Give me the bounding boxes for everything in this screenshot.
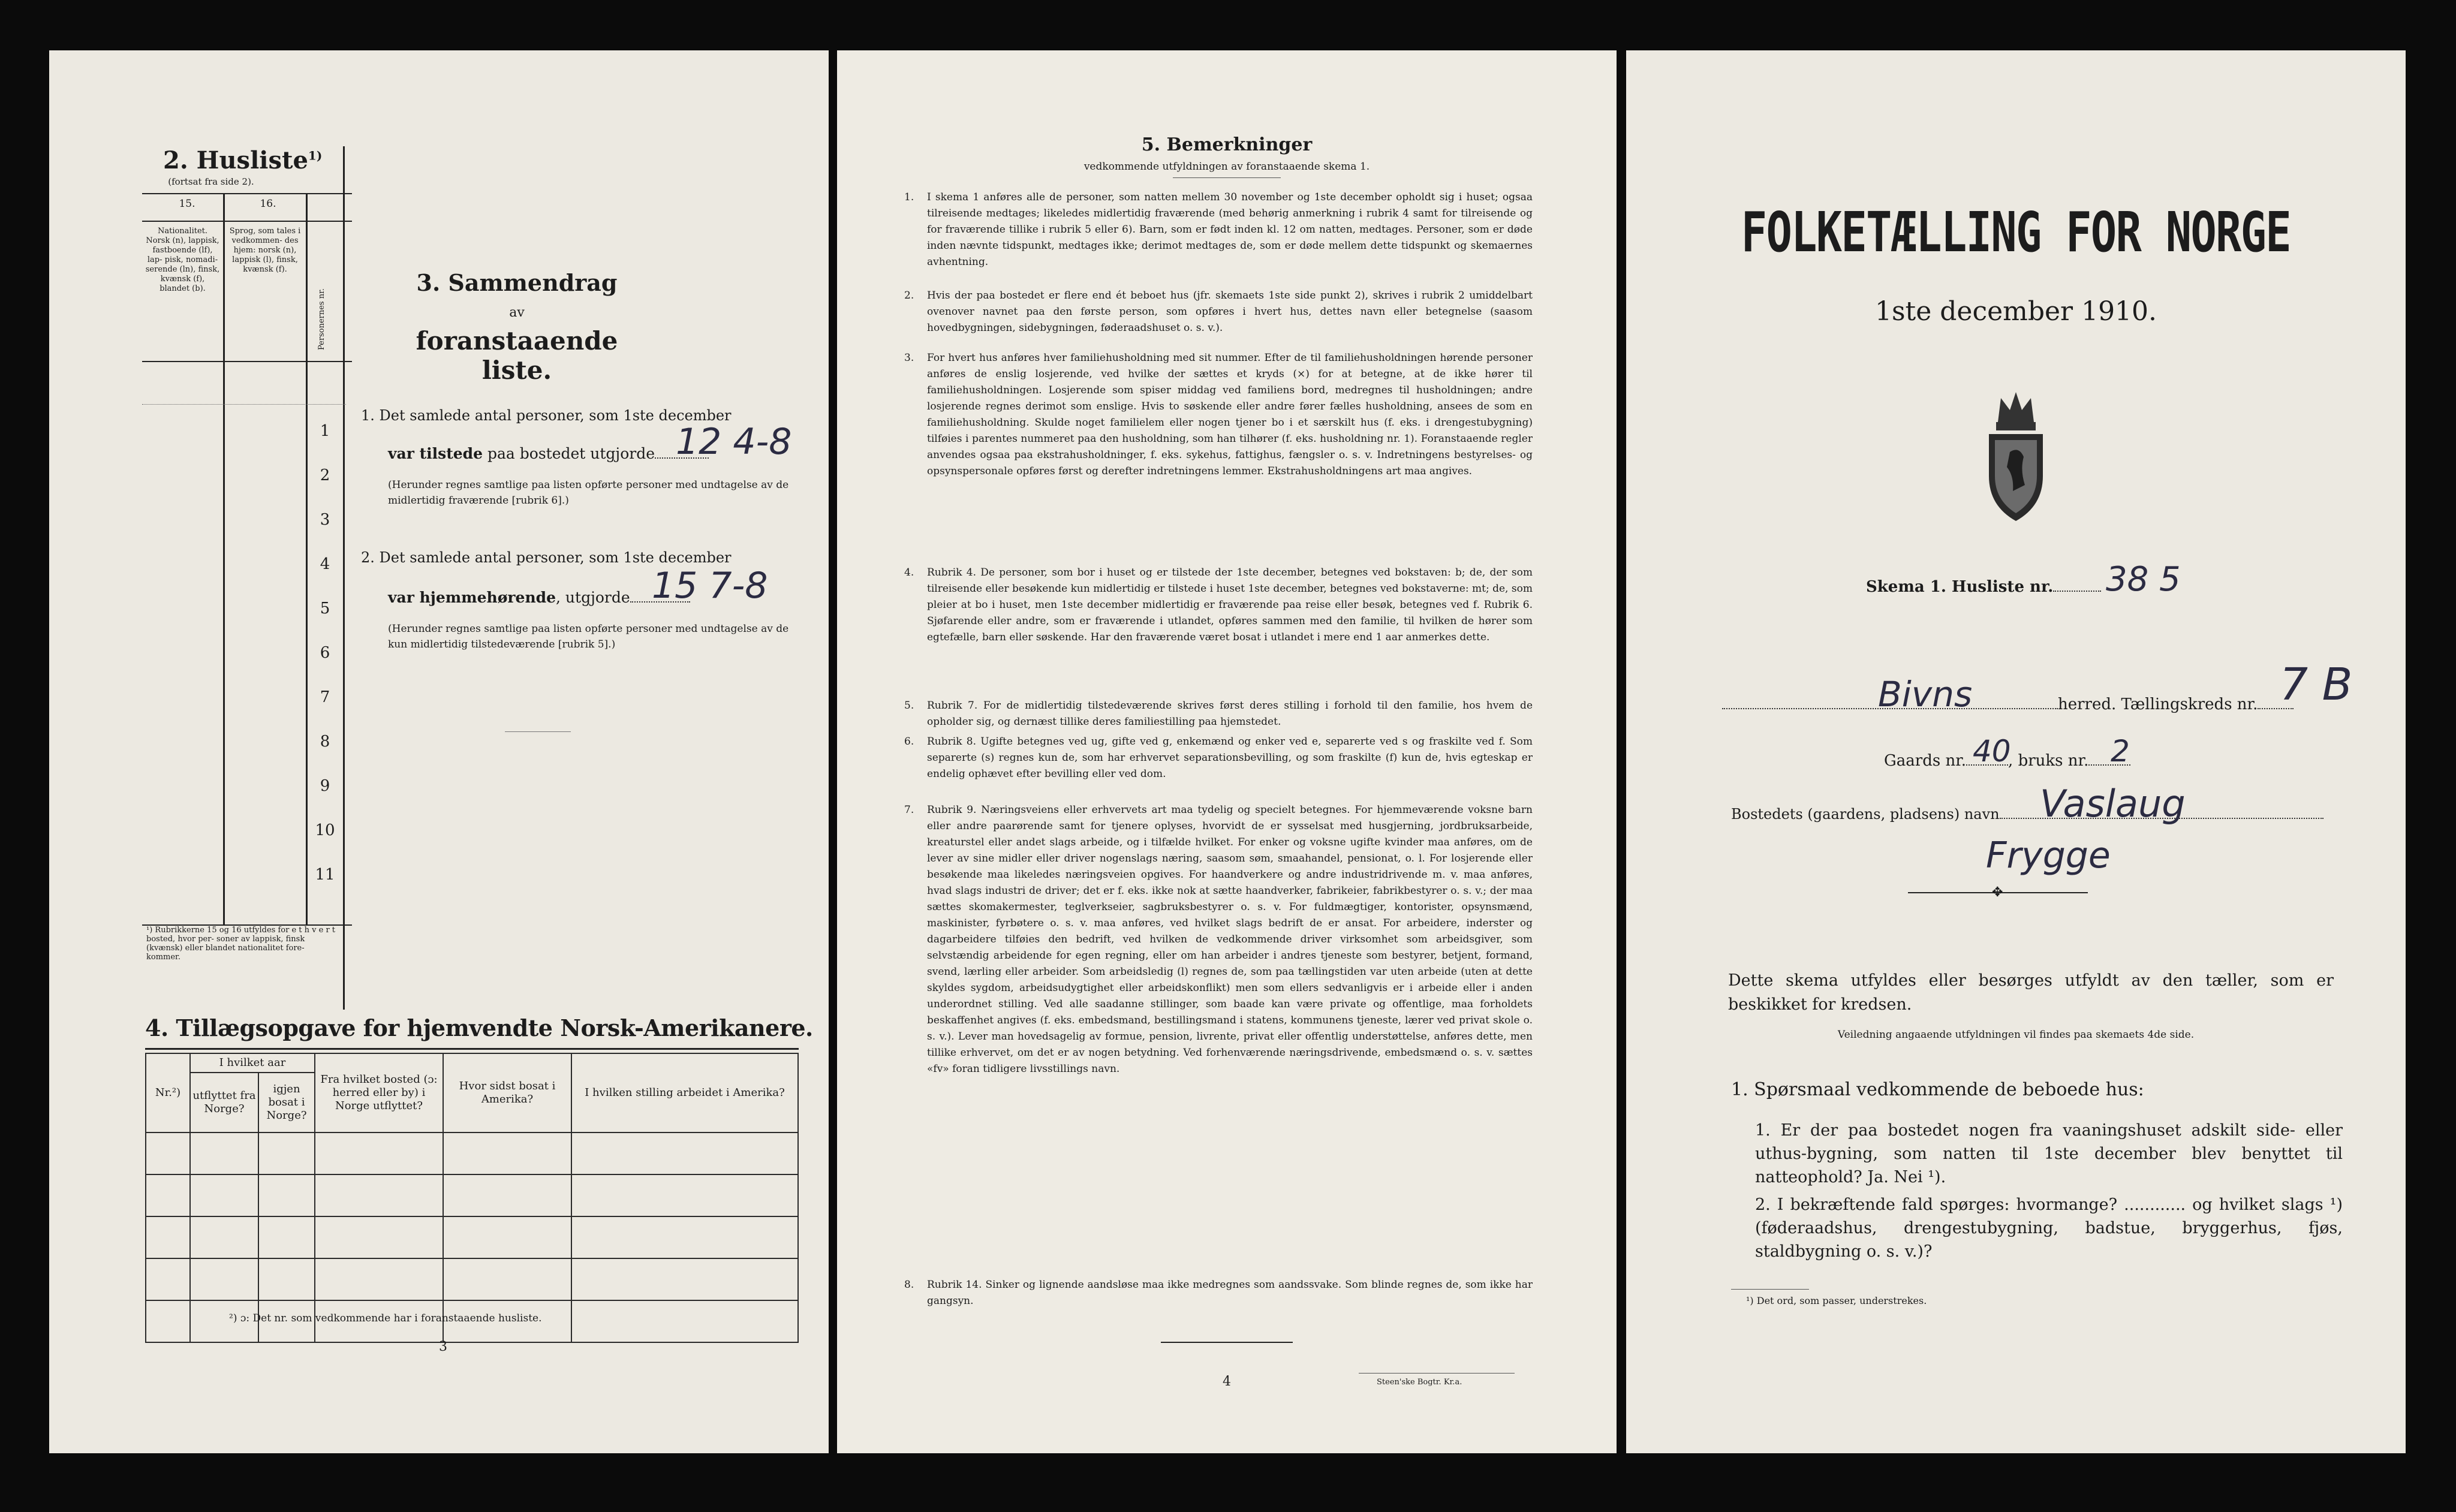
col15-header: Nationalitet. Norsk (n), lappisk, fastboende (lf), lap- pisk, nomadi- serende (ln), finsk, kvænsk (f), blandet (b). xyxy=(145,227,220,293)
col-stilling: I hvilken stilling arbeidet i Amerika? xyxy=(571,1053,798,1133)
question-1: 1. Er der paa bostedet nogen fra vaaningshuset adskilt side- eller uthus-bygning, som natten til 1ste december blev benyttet til natteophold? Ja. Nei ¹). xyxy=(1755,1121,2343,1186)
gaards-line: Gaards nr. , bruks nr. xyxy=(1884,752,2130,770)
sammendrag-title: 3. Sammendrag xyxy=(416,269,618,296)
page-middle xyxy=(837,50,1617,1453)
page-number-left: 3 xyxy=(439,1339,447,1354)
row-number: 2 xyxy=(320,466,330,484)
col-aar: I hvilket aar xyxy=(190,1053,315,1073)
right-footnote: ¹) Det ord, som passer, understrekes. xyxy=(1746,1295,1927,1306)
questions-title: 1. Spørsmaal vedkommende de beboede hus: xyxy=(1731,1079,2144,1100)
tillaeg-footnote: ²) ɔ: Det nr. som vedkommende har i foranstaaende husliste. xyxy=(229,1312,542,1324)
bruks-number-handwritten: 2 xyxy=(2111,734,2130,769)
info-text: Dette skema utfyldes eller besørges utfyldt av den tæller, som er beskikket for kredsen. xyxy=(1728,971,2334,1014)
veiledning-text: Veiledning angaaende utfyldningen vil findes paa skemaets 4de side. xyxy=(1837,1029,2195,1041)
remark-5: 5. Rubrik 7. For de midlertidig tilstedeværende skrives først deres stilling i forhold til den familie, hos hvem de opholder sig, og dernæst tillike deres familiestilling paa hjemstedet. xyxy=(904,700,1533,728)
sammendrag-item2-line2: var hjemmehørende, utgjorde xyxy=(388,589,690,606)
row-number: 3 xyxy=(320,511,330,529)
col15-number: 15. xyxy=(179,198,195,210)
col-nr: Nr.²) xyxy=(146,1053,190,1133)
skema-line: Skema 1. Husliste nr. xyxy=(1866,578,2101,596)
page-number-middle: 4 xyxy=(1223,1374,1231,1389)
remark-7: 7. Rubrik 9. Næringsveiens eller erhvervets art maa tydelig og specielt betegnes. For hjemmeværende voksne barn eller andre paarørende samt for tjenere oplyses, hvorvidt de er sysselsat med husgjerning, jordbruksarbeide, kreaturstel eller andet slags arbeide, og i tilfælde hvilket. For enker og voksne ugifte kvinder maa anføres, om de lever av sine midler eller driver nogenslags næring, saasom søm, smaahandel, pensionat, o. l. For losjerende eller besøkende maa likeledes næringsveien opgives. For haandverkere og andre industridrivende m. v. maa anføres, hvad slags industri de driver; det er f. eks. ikke nok at sætte haandverker, fabrikeier, fabrikbestyrer o. s. v.; der maa sættes skomakermester, teglverkseier, sagbruksbestyrer o. s. v. For fuldmægtiger, kontorister, opsynsmænd, maskinister, fyrbøtere o. s. v. maa anføres, ved hvilket slags bedrift de er ansat. For arbeidere, inderster og dagarbeidere tilføies den bedrift, ved hvilken de vedkommende driver virksomhet som arbeidsgiver, som selvstændig arbeidende for egen regning, eller om han arbeider i andres tjeneste som bestyrer, betjent, formand, svend, lærling eller arbeider. Som arbeidsledig (l) regnes de, som paa tællingstiden var uten arbeide (uten at dette skyldes sygdom, arbeidsudygtighet eller arbeidskonflikt) men som ellers sedvanligvis er i arbeide eller i anden underordnet stilling. Ved alle saadanne stillinger, som baade kan være private og offentlige, maa forholdets beskaffenhet angives (f. eks. embedsmand, bestillingsmand i statens, kommunens tjeneste, lærer ved privat skole o. s. v.). Lever man hovedsagelig av formue, pension, livrente, privat eller offentlig understøttelse, anføres dette, men tillike erhvervet, om det er av nogen betydning. Ved forhenværende næringsdrivende, embedsmænd o. s. v. sættes «fv» foran tidligere livsstillings navn. xyxy=(904,804,1533,1075)
sammendrag-subtitle: foranstaaende liste. xyxy=(416,326,618,385)
ornament-icon: ✥ xyxy=(1992,885,2003,900)
row-number: 8 xyxy=(320,733,330,751)
bosted-line: Bostedets (gaardens, pladsens) navn xyxy=(1731,806,2323,823)
row-number: 7 xyxy=(320,688,330,706)
remark-8: 8. Rubrik 14. Sinker og lignende aandsløse maa ikke medregnes som aandssvake. Som blinde regnes de, som ikke har gangsyn. xyxy=(904,1279,1533,1307)
census-date: 1ste december 1910. xyxy=(1874,296,2157,327)
sammendrag-item2: 2. Det samlede antal personer, som 1ste december xyxy=(361,549,732,566)
bosted-name-handwritten: Vaslaug xyxy=(2040,782,2186,826)
tillaeg-table xyxy=(145,1053,799,1343)
row-number: 9 xyxy=(320,777,330,795)
remark-2: 2. Hvis der paa bostedet er flere end ét beboet hus (jfr. skemaets 1ste side punkt 2), skrives i rubrik 2 umiddelbart ovenover navnet paa den første person, som opføres i hvert hus, dettes navn eller betegnelse (saasom hovedbygningen, sidebygningen, føderaadshuset o. s. v.). xyxy=(904,290,1533,334)
sammendrag-item2-note: (Herunder regnes samtlige paa listen opførte personer med undtagelse av de kun midlertidig tilstedeværende [rubrik 5].) xyxy=(388,623,789,650)
remark-4: 4. Rubrik 4. De personer, som bor i huset og er tilstede der 1ste december, betegnes ved bokstaven: b; de, der som tilreisende eller besøkende kun midlertidig er tilstede i huset 1ste december, betegnes ved bokstaverne: mt; de, som pleier at bo i huset, men 1ste december midlertidig er fraværende paa reise eller besøk, betegnes ved f. Rubrik 6. Sjøfarende eller andre, som er fraværende i utlandet, opføres sammen med den familie, til hvilken de hører som egtefælle, barn eller søskende. Har den fraværende været bosat i utlandet i mere end 1 aar anmerkes dette. xyxy=(904,567,1533,643)
question-2: 2. I bekræftende fald spørges: hvormange? ............ og hvilket slags ¹) (føderaadshus, drengestubygning, badstue, bryggerhus, fjøs, staldbygning o. s. v.)? xyxy=(1755,1195,2343,1261)
row-number: 5 xyxy=(320,600,330,618)
norway-coat-of-arms-icon xyxy=(1977,386,2055,524)
herred-line: herred. Tællingskreds nr. xyxy=(1722,695,2294,713)
col16-number: 16. xyxy=(260,198,276,210)
hjemmehorende-count-handwritten: 15 7-8 xyxy=(652,565,768,607)
husliste-footnote: ¹) Rubrikkerne 15 og 16 utfyldes for e t h v e r t bosted, hvor per- soner av lappisk, finsk (kvænsk) eller blandet nationalitet fore- kommer. xyxy=(146,926,336,962)
col-person-number-header: Personernes nr. xyxy=(317,288,326,350)
husliste-title: 2. Husliste$^{1)}$ xyxy=(163,146,323,174)
herred-handwritten: Bivns xyxy=(1878,674,1973,715)
kreds-number-handwritten: 7 B xyxy=(2280,659,2353,710)
row-number: 1 xyxy=(320,422,330,440)
col-amerika-bosted: Hvor sidst bosat i Amerika? xyxy=(443,1053,571,1133)
bemerkninger-title: 5. Bemerkninger xyxy=(1141,134,1313,155)
sammendrag-av: av xyxy=(509,305,525,320)
sammendrag-item1-line2: var tilstede paa bostedet utgjorde xyxy=(388,445,709,462)
row-number: 10 xyxy=(315,821,335,839)
remark-6: 6. Rubrik 8. Ugifte betegnes ved ug, gifte ved g, enkemænd og enker ved e, separerte ved s og fraskilte ved f. Som separerte (s) regnes kun de, som har erhvervet separationsbevilling, og som fraskilte (f) kun de, hvis egteskap er endelig ophævet efter bevilling eller ved dom. xyxy=(904,736,1533,780)
row-number: 4 xyxy=(320,555,330,573)
col-fra-bosted: Fra hvilket bosted (ɔ: herred eller by) i Norge utflyttet? xyxy=(315,1053,443,1133)
sammendrag-item1-note: (Herunder regnes samtlige paa listen opførte personer med undtagelse av de midlertidig fraværende [rubrik 6].) xyxy=(388,479,789,507)
page-left xyxy=(49,50,829,1453)
tillaeg-title: 4. Tillægsopgave for hjemvendte Norsk-Amerikanere. xyxy=(145,1014,813,1041)
row-number: 6 xyxy=(320,644,330,662)
col-igjen-bosat: igjen bosat i Norge? xyxy=(258,1073,315,1133)
row-number: 11 xyxy=(315,866,335,884)
remark-1: 1. I skema 1 anføres alle de personer, som natten mellem 30 november og 1ste december opholdt sig i huset; ogsaa tilreisende medtages; likeledes midlertidig fraværende (med behørig anmerkning i rubrik 4 samt for tilreisende og for fraværende tillike i rubrik 5 eller 6). Barn, som er født inden kl. 12 om natten, medtages. Personer, som er døde inden nævnte tidspunkt, medtages ikke; derimot medtages de, som er døde mellem dette tidspunkt og skemaernes avhentning. xyxy=(904,191,1533,268)
census-title: FOLKETÆLLING FOR NORGE xyxy=(1741,200,2291,264)
page-right xyxy=(1626,50,2406,1453)
husliste-number-handwritten: 38 5 xyxy=(2106,560,2181,599)
bemerkninger-subtitle: vedkommende utfyldningen av foranstaaende skema 1. xyxy=(1083,161,1370,173)
bosted-name2-handwritten: Frygge xyxy=(1986,835,2111,877)
tilstede-count-handwritten: 12 4-8 xyxy=(676,421,792,463)
gaards-number-handwritten: 40 xyxy=(1973,734,2011,769)
sammendrag-item1: 1. Det samlede antal personer, som 1ste december xyxy=(361,407,732,424)
husliste-subtitle: (fortsat fra side 2). xyxy=(168,176,254,187)
printer-imprint: Steen'ske Bogtr. Kr.a. xyxy=(1377,1378,1462,1387)
remark-3: 3. For hvert hus anføres hver familiehusholdning med sit nummer. Efter de til familiehusholdningen hørende personer anføres de enslig losjerende, ved hvilke der sættes et kryds (×) for at betegne, at de ikke hører til familiehusholdningen. Losjerende som spiser middag ved familiens bord, medregnes til husholdningen; andre losjerende regnes derimot som enslige. Hvis to søskende eller andre fører fælles husholdning, ansees de som en familiehusholdning. Skulde noget familielem eller nogen tjener bo i et særskilt hus (f. eks. i drengestubygning) tilføies i parentes nummeret paa den husholdning, som han tilhører (f. eks. husholdning nr. 1). Foranstaaende regler anvendes ogsaa paa ekstrahusholdninger, f. eks. sykehus, fattighus, fængsler o. s. v. Indretningens bestyrelses- og opsynspersonale opføres først og derefter indretningens lemmer. Ekstrahusholdningens art maa angives. xyxy=(904,352,1533,477)
col16-header: Sprog, som tales i vedkommen- des hjem: norsk (n), lappisk (l), finsk, kvænsk (f). xyxy=(229,227,301,274)
col-utflyttet: utflyttet fra Norge? xyxy=(190,1073,258,1133)
